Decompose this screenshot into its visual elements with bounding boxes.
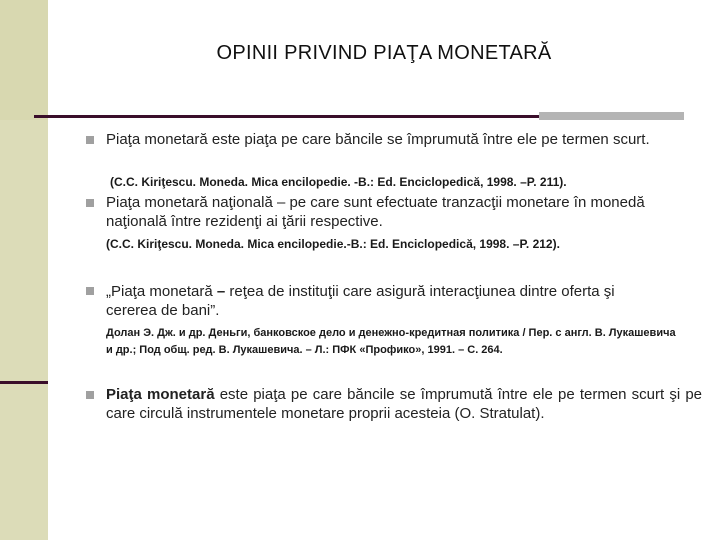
- item-3-open: „Piaţa monetară: [106, 283, 213, 300]
- left-divider: [0, 381, 48, 384]
- title-divider: [34, 115, 539, 118]
- bullet-icon: [86, 287, 94, 295]
- list-item-2: Piaţa monetară naţională – pe care sunt efectuate tranzacţii monetare în monedă naţională între rezidenţi ai ţării respective.: [106, 194, 645, 230]
- item-3-dash: –: [212, 283, 230, 300]
- left-accent-top: [0, 0, 48, 120]
- citation-3: Долан Э. Дж. и др. Деньги, банковское дело и денежно-кредитная политика / Пер. с англ. В. Лукашевича и др.; Под общ. ред. В. Лукашевича. – Л.: ПФК «Профико», 1991. – С. 264.: [106, 327, 676, 356]
- page-title: OPINII PRIVIND PIAŢA MONETARĂ: [216, 42, 552, 64]
- item-3-rest: reţea de instituţii care asigură interacţiunea dintre oferta şi cererea de bani”.: [106, 283, 615, 319]
- bullet-icon: [86, 136, 94, 144]
- list-item-4: [106, 385, 702, 423]
- title-divider-accent: [539, 112, 684, 120]
- list-item-1: Piaţa monetară este piaţa pe care băncile se împrumută între ele pe termen scurt.: [106, 131, 650, 148]
- bullet-icon: [86, 199, 94, 207]
- citation-2: (C.C. Kiriţescu. Moneda. Mica encilopedie.-B.: Ed. Enciclopedică, 1998. –P. 212).: [106, 237, 560, 251]
- list-item-3: [106, 282, 666, 320]
- citation-1: (C.C. Kiriţescu. Moneda. Mica encilopedie. -B.: Ed. Enciclopedică, 1998. –P. 211).: [110, 175, 567, 189]
- item-4-term: Piaţa monetară: [106, 386, 215, 403]
- item-4-text: este piaţa pe care băncile se împrumută între ele pe termen scurt şi pe care circulă instrumentele monetare proprii acesteia (O. Stratulat).: [106, 386, 703, 422]
- bullet-icon: [86, 391, 94, 399]
